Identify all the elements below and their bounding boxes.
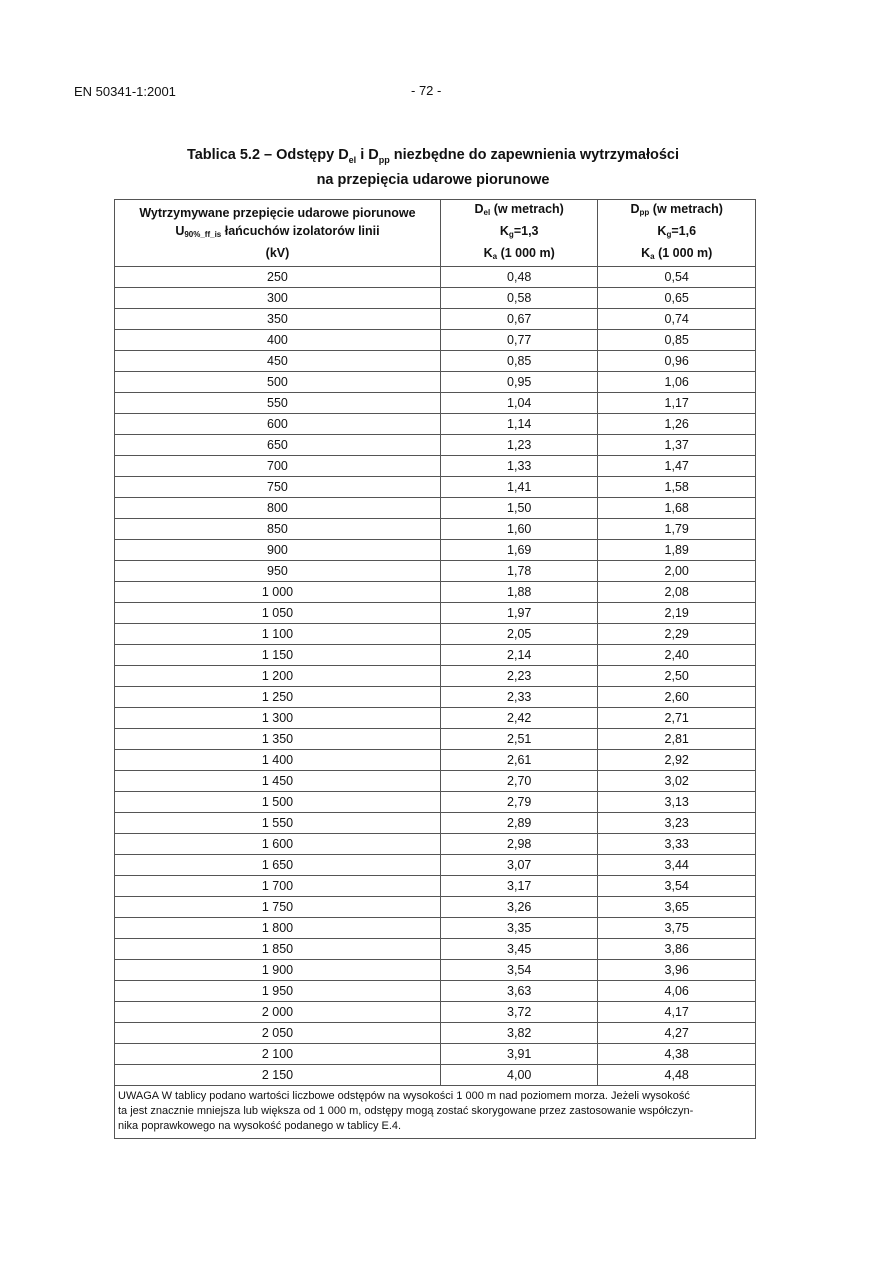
del-cell: 0,67 — [440, 309, 598, 330]
document-id: EN 50341-1:2001 — [74, 84, 176, 99]
del-cell: 0,58 — [440, 288, 598, 309]
table-row — [115, 729, 756, 750]
voltage-cell: 1 450 — [115, 771, 441, 792]
voltage-cell: 1 200 — [115, 666, 441, 687]
table-row — [115, 435, 756, 456]
table-row — [115, 456, 756, 477]
dpp-cell: 3,75 — [598, 918, 756, 939]
del-cell: 4,00 — [440, 1065, 598, 1086]
del-cell: 3,17 — [440, 876, 598, 897]
table-row — [115, 813, 756, 834]
table-row — [115, 1044, 756, 1065]
dpp-cell: 3,44 — [598, 855, 756, 876]
voltage-cell: 1 700 — [115, 876, 441, 897]
dpp-cell: 4,06 — [598, 981, 756, 1002]
del-cell: 2,98 — [440, 834, 598, 855]
del-cell: 3,45 — [440, 939, 598, 960]
table-row — [115, 792, 756, 813]
table-row — [115, 1002, 756, 1023]
table-body — [115, 267, 756, 1086]
del-cell: 2,89 — [440, 813, 598, 834]
del-cell: 2,23 — [440, 666, 598, 687]
dpp-cell: 3,02 — [598, 771, 756, 792]
del-cell: 3,07 — [440, 855, 598, 876]
table-row — [115, 708, 756, 729]
voltage-cell: 300 — [115, 288, 441, 309]
del-cell: 3,54 — [440, 960, 598, 981]
dpp-cell: 2,19 — [598, 603, 756, 624]
voltage-cell: 2 000 — [115, 1002, 441, 1023]
dpp-cell: 1,26 — [598, 414, 756, 435]
voltage-cell: 500 — [115, 372, 441, 393]
del-cell: 2,33 — [440, 687, 598, 708]
table-row — [115, 582, 756, 603]
table-title — [150, 145, 716, 190]
dpp-cell: 3,13 — [598, 792, 756, 813]
header-withstand-voltage: Wytrzymywane przepięcie udarowe piorunowe $U_{90\%\_ff\_is}$ łańcuchów izolatorów linii (kV) — [115, 200, 441, 267]
dpp-cell: 3,54 — [598, 876, 756, 897]
table-row — [115, 288, 756, 309]
del-cell: 1,97 — [440, 603, 598, 624]
dpp-cell: 4,27 — [598, 1023, 756, 1044]
table-header-row — [115, 200, 756, 267]
del-cell: 1,78 — [440, 561, 598, 582]
voltage-cell: 550 — [115, 393, 441, 414]
voltage-cell: 1 500 — [115, 792, 441, 813]
dpp-cell: 1,79 — [598, 519, 756, 540]
table-row — [115, 603, 756, 624]
dpp-cell: 1,06 — [598, 372, 756, 393]
clearance-table — [114, 199, 756, 1139]
del-cell: 2,42 — [440, 708, 598, 729]
del-cell: 1,33 — [440, 456, 598, 477]
header-dpp: $D_{pp}$ (w metrach) $K_g=1,6$ $K_a$ (1 000 m) — [598, 200, 756, 267]
voltage-cell: 1 250 — [115, 687, 441, 708]
dpp-cell: 2,71 — [598, 708, 756, 729]
voltage-cell: 1 600 — [115, 834, 441, 855]
dpp-cell: 3,33 — [598, 834, 756, 855]
voltage-cell: 600 — [115, 414, 441, 435]
voltage-cell: 1 300 — [115, 708, 441, 729]
dpp-cell: 0,85 — [598, 330, 756, 351]
dpp-cell: 3,65 — [598, 897, 756, 918]
voltage-cell: 1 100 — [115, 624, 441, 645]
del-cell: 3,91 — [440, 1044, 598, 1065]
del-cell: 3,26 — [440, 897, 598, 918]
table-row — [115, 351, 756, 372]
table-row — [115, 330, 756, 351]
dpp-cell: 2,00 — [598, 561, 756, 582]
voltage-cell: 950 — [115, 561, 441, 582]
del-cell: 0,95 — [440, 372, 598, 393]
del-cell: 3,82 — [440, 1023, 598, 1044]
table-row — [115, 750, 756, 771]
del-cell: 2,61 — [440, 750, 598, 771]
table-row — [115, 645, 756, 666]
table-row — [115, 372, 756, 393]
table-row — [115, 1023, 756, 1044]
voltage-cell: 1 900 — [115, 960, 441, 981]
voltage-cell: 650 — [115, 435, 441, 456]
table-row — [115, 393, 756, 414]
dpp-cell: 1,89 — [598, 540, 756, 561]
dpp-cell: 4,38 — [598, 1044, 756, 1065]
voltage-cell: 900 — [115, 540, 441, 561]
dpp-cell: 4,17 — [598, 1002, 756, 1023]
table-row — [115, 855, 756, 876]
del-cell: 1,88 — [440, 582, 598, 603]
voltage-cell: 400 — [115, 330, 441, 351]
table-row — [115, 414, 756, 435]
voltage-cell: 1 650 — [115, 855, 441, 876]
voltage-cell: 450 — [115, 351, 441, 372]
dpp-cell: 0,65 — [598, 288, 756, 309]
dpp-cell: 3,96 — [598, 960, 756, 981]
table-row — [115, 540, 756, 561]
table-row — [115, 876, 756, 897]
voltage-cell: 700 — [115, 456, 441, 477]
voltage-cell: 1 550 — [115, 813, 441, 834]
table-row — [115, 897, 756, 918]
dpp-cell: 0,54 — [598, 267, 756, 288]
del-cell: 2,79 — [440, 792, 598, 813]
del-cell: 1,23 — [440, 435, 598, 456]
table-row — [115, 918, 756, 939]
del-cell: 3,35 — [440, 918, 598, 939]
dpp-cell: 2,81 — [598, 729, 756, 750]
dpp-cell: 1,17 — [598, 393, 756, 414]
voltage-cell: 2 050 — [115, 1023, 441, 1044]
dpp-cell: 1,37 — [598, 435, 756, 456]
voltage-cell: 1 150 — [115, 645, 441, 666]
table-row — [115, 771, 756, 792]
dpp-cell: 4,48 — [598, 1065, 756, 1086]
table-row — [115, 519, 756, 540]
voltage-cell: 1 850 — [115, 939, 441, 960]
voltage-cell: 250 — [115, 267, 441, 288]
voltage-cell: 1 050 — [115, 603, 441, 624]
del-cell: 0,48 — [440, 267, 598, 288]
header-del: $D_{el}$ (w metrach) $K_g=1,3$ $K_a$ (1 000 m) — [440, 200, 598, 267]
dpp-cell: 2,60 — [598, 687, 756, 708]
table-row — [115, 687, 756, 708]
voltage-cell: 800 — [115, 498, 441, 519]
del-cell: 1,41 — [440, 477, 598, 498]
del-cell: 2,70 — [440, 771, 598, 792]
table-row — [115, 561, 756, 582]
voltage-cell: 2 150 — [115, 1065, 441, 1086]
table-row — [115, 624, 756, 645]
voltage-cell: 2 100 — [115, 1044, 441, 1065]
page-number: - 72 - — [411, 83, 442, 98]
del-cell: 1,60 — [440, 519, 598, 540]
del-cell: 3,63 — [440, 981, 598, 1002]
voltage-cell: 1 000 — [115, 582, 441, 603]
del-cell: 1,14 — [440, 414, 598, 435]
dpp-cell: 1,58 — [598, 477, 756, 498]
del-cell: 2,51 — [440, 729, 598, 750]
dpp-cell: 2,50 — [598, 666, 756, 687]
table-row — [115, 1065, 756, 1086]
dpp-cell: 2,29 — [598, 624, 756, 645]
voltage-cell: 1 800 — [115, 918, 441, 939]
table-row — [115, 309, 756, 330]
table-row — [115, 834, 756, 855]
del-cell: 1,69 — [440, 540, 598, 561]
del-cell: 1,04 — [440, 393, 598, 414]
table-row — [115, 666, 756, 687]
dpp-cell: 0,96 — [598, 351, 756, 372]
voltage-cell: 1 400 — [115, 750, 441, 771]
title-line-1: Tablica 5.2 – Odstępy $D_{el}$ i $D_{pp}$ niezbędne do zapewnienia wytrzymałości — [186, 147, 680, 165]
dpp-cell: 0,74 — [598, 309, 756, 330]
voltage-cell: 850 — [115, 519, 441, 540]
dpp-cell: 3,23 — [598, 813, 756, 834]
dpp-cell: 2,40 — [598, 645, 756, 666]
del-cell: 3,72 — [440, 1002, 598, 1023]
dpp-cell: 1,47 — [598, 456, 756, 477]
note: UWAGA W tablicy podano wartości liczbowe odstępów na wysokości 1 000 m nad poziomem morza. Jeżeli wysokość ta jest znacznie mniejsza lub większa od 1 000 m, odstępy mogą zostać skorygowane przez zastosowanie współczyn- nika poprawkowego na wysokość podanego w tablicy E.4. — [115, 1086, 756, 1139]
note-row — [115, 1086, 756, 1139]
title-line-2: na przepięcia udarowe piorunowe — [316, 171, 550, 188]
voltage-cell: 750 — [115, 477, 441, 498]
table-row — [115, 981, 756, 1002]
table-row — [115, 477, 756, 498]
del-cell: 0,85 — [440, 351, 598, 372]
table-row — [115, 960, 756, 981]
dpp-cell: 3,86 — [598, 939, 756, 960]
dpp-cell: 2,08 — [598, 582, 756, 603]
table-row — [115, 498, 756, 519]
table-row — [115, 939, 756, 960]
del-cell: 2,05 — [440, 624, 598, 645]
voltage-cell: 1 950 — [115, 981, 441, 1002]
voltage-cell: 1 350 — [115, 729, 441, 750]
del-cell: 1,50 — [440, 498, 598, 519]
voltage-cell: 350 — [115, 309, 441, 330]
dpp-cell: 1,68 — [598, 498, 756, 519]
voltage-cell: 1 750 — [115, 897, 441, 918]
table-row — [115, 267, 756, 288]
del-cell: 2,14 — [440, 645, 598, 666]
del-cell: 0,77 — [440, 330, 598, 351]
dpp-cell: 2,92 — [598, 750, 756, 771]
